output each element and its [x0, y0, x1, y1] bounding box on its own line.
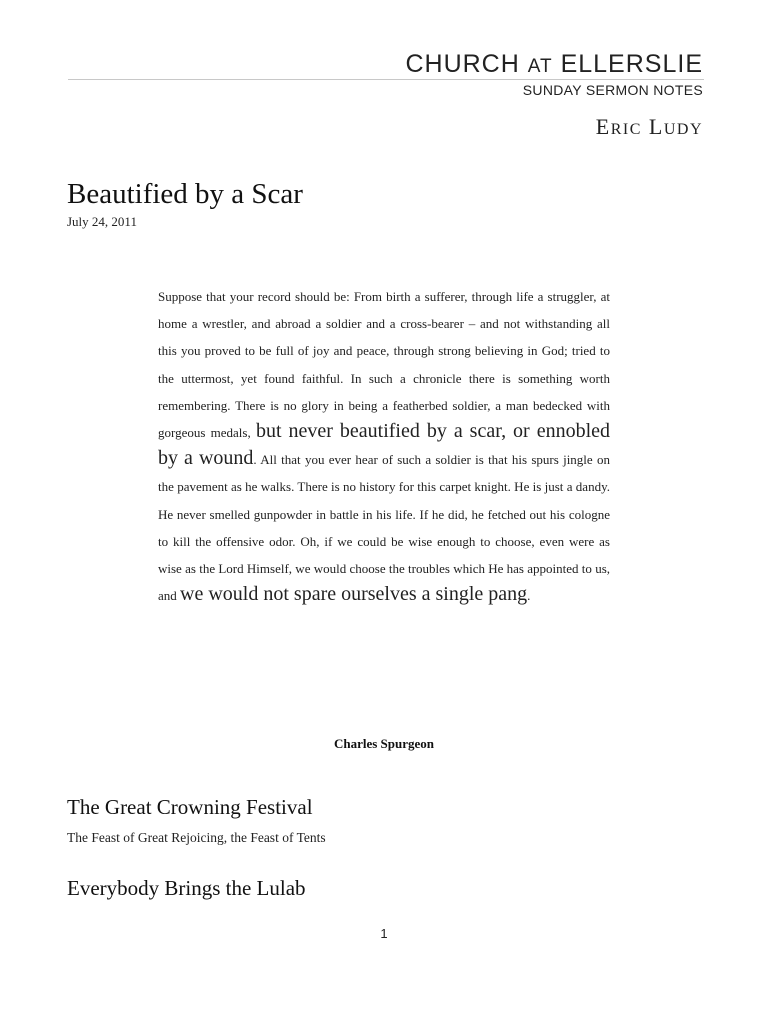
header-rule: [68, 79, 704, 80]
author-last-initial: L: [648, 114, 664, 139]
author-first-initial: E: [595, 114, 611, 139]
church-word: CHURCH: [405, 50, 520, 78]
header-subtitle: SUNDAY SERMON NOTES: [522, 82, 703, 98]
quote-emphasis-2: we would not spare ourselves a single pang: [180, 583, 528, 606]
document-date: July 24, 2011: [67, 214, 137, 229]
quote-part-1: Suppose that your record should be: From birth a sufferer, through life a struggler, at home a wrestler, and abroad a soldier and a cross-bearer – and not withstanding all this you proved to be full of joy and peace, through strong believing in God; tried to the uttermost, yet found faithful. In such a chronicle there is something worth remembering. There is no glory in being a featherbed soldier, a man bedecked with gorgeous medals,: [158, 289, 610, 441]
church-name: [405, 50, 703, 79]
author-last-rest: UDY: [663, 121, 703, 138]
section-heading-crowning-festival: The Great Crowning Festival: [67, 795, 313, 819]
quote-part-3: .: [527, 588, 531, 604]
author-name: [596, 114, 703, 140]
author-first-rest: RIC: [610, 121, 642, 138]
document-title: Beautified by a Scar: [67, 178, 303, 210]
block-quote: [158, 283, 610, 609]
page-number: 1: [380, 926, 388, 941]
quote-attribution: Charles Spurgeon: [333, 736, 435, 751]
section-heading-lulab: Everybody Brings the Lulab: [67, 876, 306, 900]
church-at: AT: [527, 56, 553, 77]
quote-emphasis-1: but never beautified by a scar, or ennobled by a wound: [158, 420, 610, 470]
church-place: ELLERSLIE: [560, 50, 703, 78]
quote-part-2: . All that you ever hear of such a soldier is that his spurs jingle on the pavement as he walks. There is no history for this carpet knight. He is just a dandy. He never smelled gunpowder in battle in his life. If he did, he fetched out his cologne to kill the offensive odor. Oh, if we could be wise enough to choose, even were as wise as the Lord Himself, we would choose the troubles which He has appointed to us, and: [158, 452, 610, 604]
section-subheading-feast: The Feast of Great Rejoicing, the Feast of Tents: [67, 830, 326, 845]
